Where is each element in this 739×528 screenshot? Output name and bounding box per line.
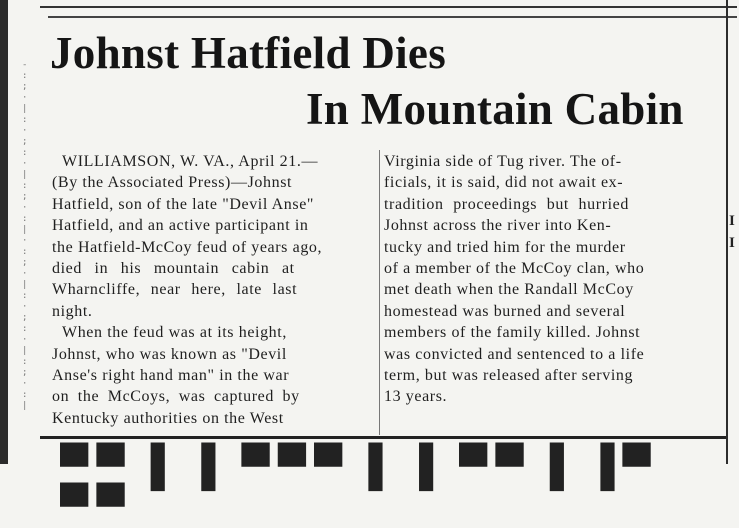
column-divider	[379, 150, 380, 435]
margin-scan-marks: - : ; · | : · ; : · | : ; · : | · : ; · | : · ; : · | : ; · : |	[22, 60, 27, 411]
article-line: (By the Associated Press)—Johnst	[52, 174, 293, 192]
article-line: night.	[52, 302, 93, 320]
article-line: term, but was released after serving	[384, 367, 634, 385]
article-line: died in his mountain cabin at	[52, 260, 295, 278]
article-line: When the feud was at its height,	[62, 324, 287, 342]
article-line: tucky and tried him for the murder	[384, 238, 626, 256]
article-line: Wharncliffe, near here, late last	[52, 281, 298, 299]
article-line: was convicted and sentenced to a life	[384, 345, 645, 363]
article-line: Virginia side of Tug river. The of-	[384, 153, 622, 170]
article-column-left	[52, 151, 374, 429]
article-line: 13 years.	[384, 388, 448, 406]
article-column-right	[384, 151, 722, 408]
article-line: WILLIAMSON, W. VA., April 21.—	[62, 153, 319, 170]
adjacent-column-fragments: I I	[729, 213, 735, 251]
article-line: Johnst across the river into Ken-	[384, 217, 612, 235]
scan-edge-left	[0, 0, 8, 464]
article-line: of a member of the McCoy clan, who	[384, 260, 645, 278]
article-line: ficials, it is said, did not await ex-	[384, 174, 624, 192]
article-line: Johnst, who was known as "Devil	[52, 345, 287, 363]
bottom-rule	[40, 436, 726, 439]
article-line: members of the family killed. Johnst	[384, 324, 641, 342]
article-line: Hatfield, and an active participant in	[52, 217, 309, 235]
article-line: tradition proceedings but hurried	[384, 195, 629, 213]
article-line: on the McCoys, was captured by	[52, 388, 300, 406]
headline-line-2: In Mountain Cabin	[306, 84, 684, 134]
top-rule-secondary	[48, 16, 737, 18]
article-line: Hatfield, son of the late "Devil Anse"	[52, 195, 315, 213]
article-line: met death when the Randall McCoy	[384, 281, 634, 299]
top-rule	[40, 6, 737, 8]
article-line: Anse's right hand man" in the war	[52, 367, 290, 385]
article-line: Kentucky authorities on the West	[52, 409, 284, 427]
next-headline-fragment: ▀▀ ▌▐ ▀▀▀ ▌▐ ▀▀ ▌▐▀ ▀▀	[60, 443, 659, 528]
article-line: homestead was burned and several	[384, 302, 626, 320]
headline-line-1: Johnst Hatfield Dies	[50, 28, 447, 78]
article-line: the Hatfield-McCoy feud of years ago,	[52, 238, 323, 256]
